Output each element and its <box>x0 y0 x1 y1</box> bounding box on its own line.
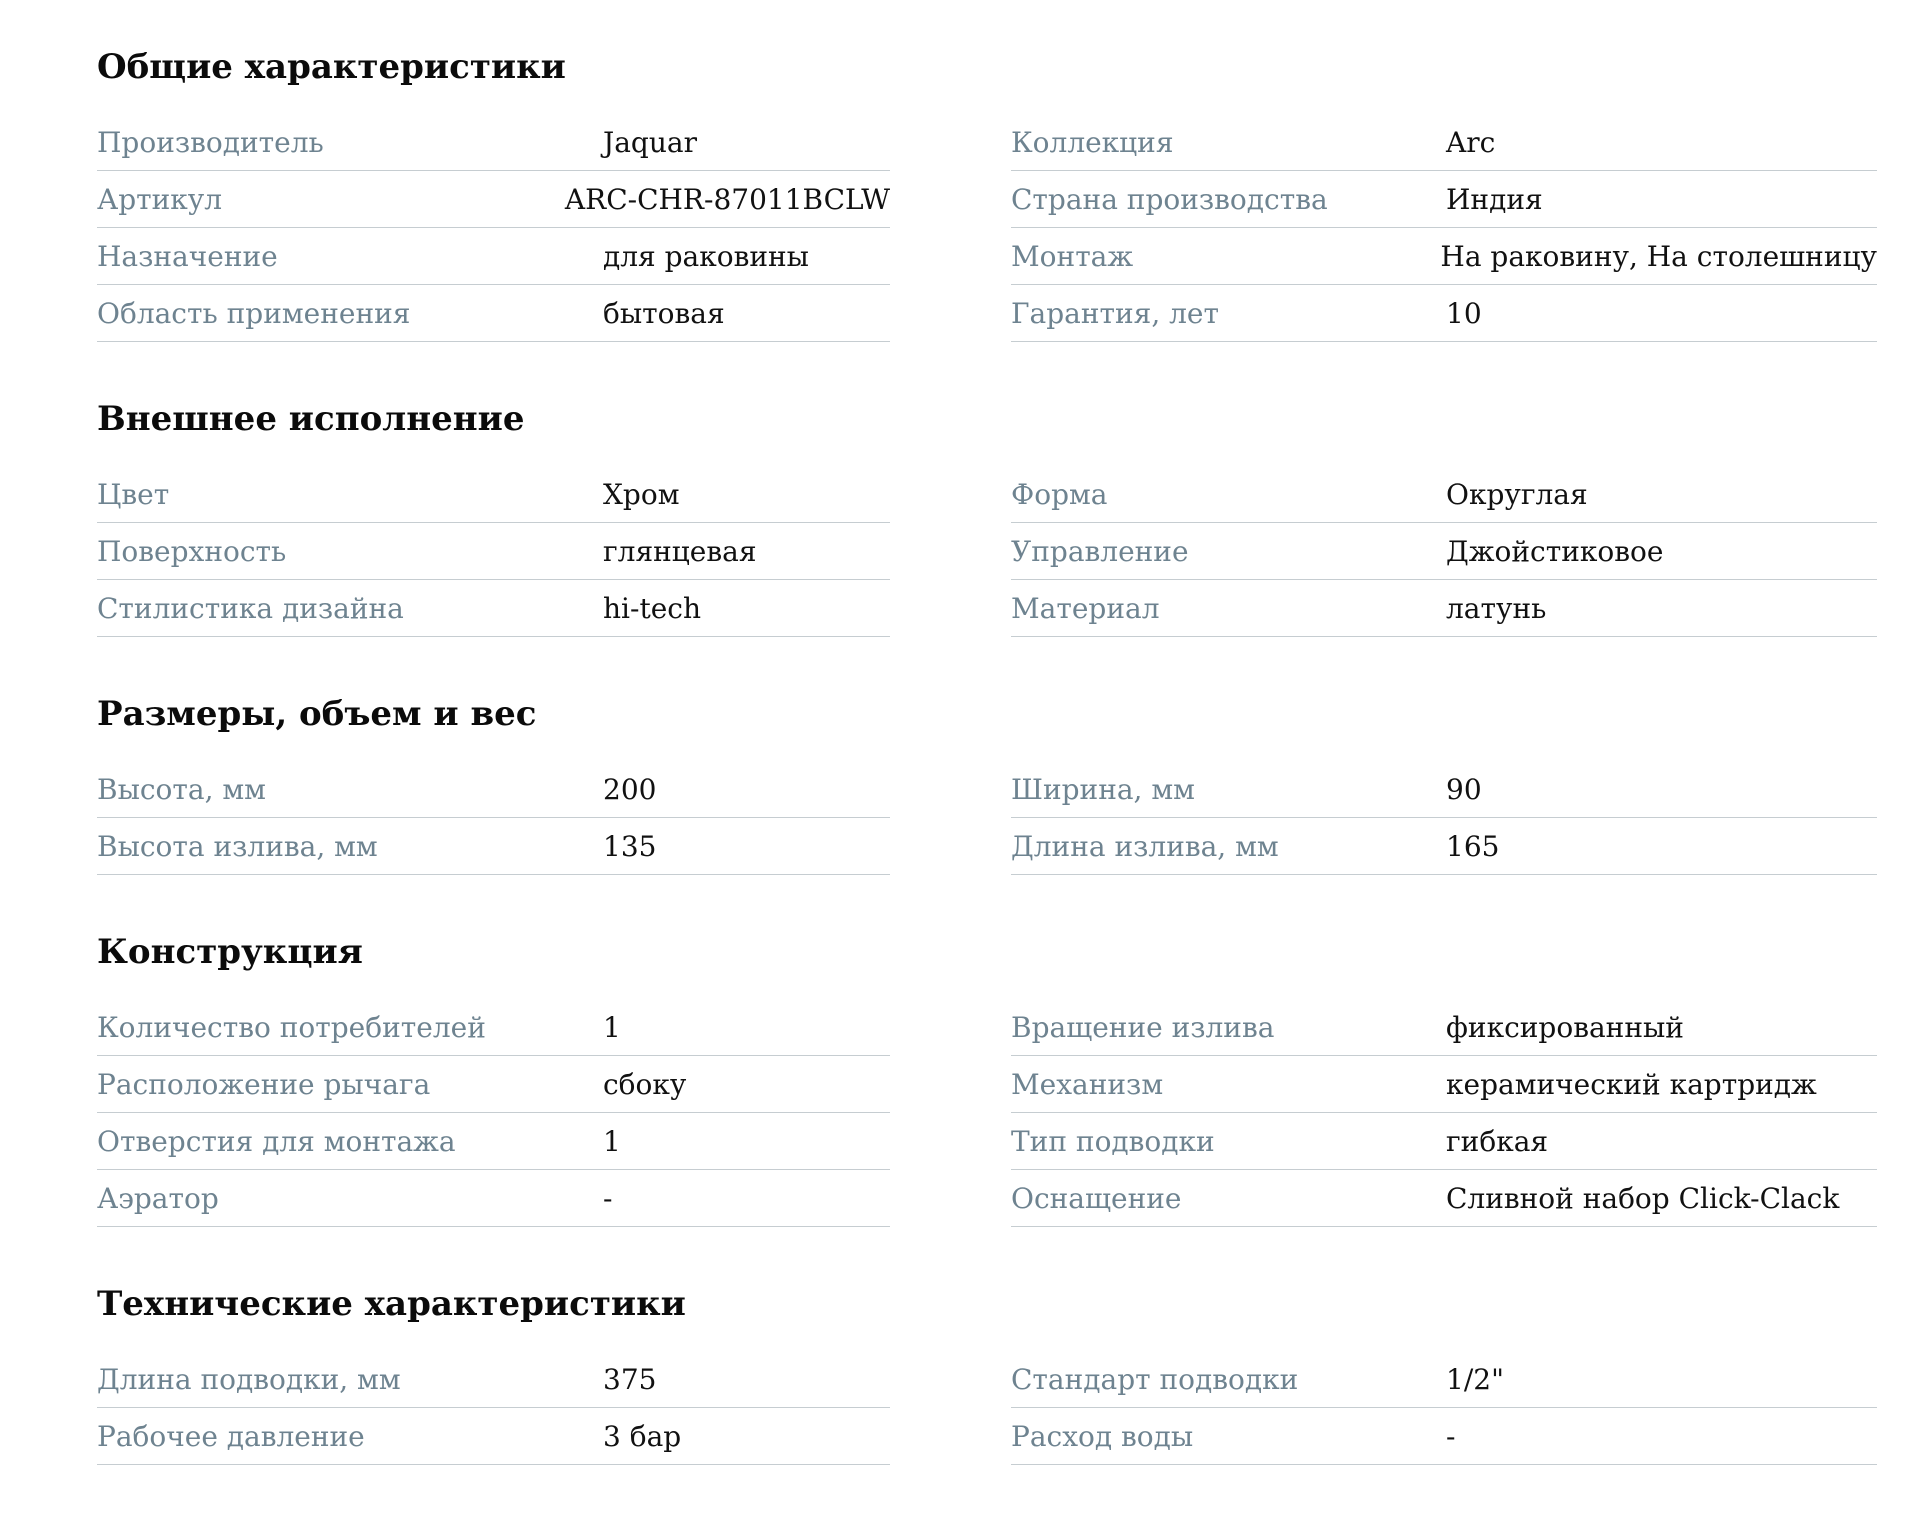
spec-value: глянцевая <box>603 534 757 568</box>
section-technical <box>97 1279 1863 1465</box>
spec-row <box>97 285 890 342</box>
spec-row <box>1011 999 1877 1056</box>
spec-label: Оснащение <box>1011 1181 1182 1215</box>
spec-row <box>97 818 890 875</box>
spec-row <box>97 114 890 171</box>
spec-row <box>97 1408 890 1465</box>
spec-row <box>1011 228 1877 285</box>
spec-label: Вращение излива <box>1011 1010 1275 1044</box>
spec-label: Коллекция <box>1011 125 1174 159</box>
spec-row <box>1011 285 1877 342</box>
spec-value: гибкая <box>1446 1124 1549 1158</box>
spec-label: Аэратор <box>97 1181 219 1215</box>
spec-value: На раковину, На столешницу <box>1440 239 1877 273</box>
spec-value: сбоку <box>603 1067 687 1101</box>
spec-row <box>97 1170 890 1227</box>
spec-row <box>97 1113 890 1170</box>
spec-row <box>97 523 890 580</box>
spec-row <box>97 1351 890 1408</box>
spec-row <box>1011 114 1877 171</box>
spec-value: 10 <box>1446 296 1482 330</box>
spec-label: Количество потребителей <box>97 1010 486 1044</box>
spec-label: Отверстия для монтажа <box>97 1124 456 1158</box>
spec-value: бытовая <box>603 296 725 330</box>
spec-value: Сливной набор Click-Clack <box>1446 1181 1840 1215</box>
spec-value: ARC-CHR-87011BCLW <box>564 182 890 216</box>
section-appearance <box>97 394 1863 637</box>
spec-label: Артикул <box>97 182 223 216</box>
spec-row <box>1011 818 1877 875</box>
spec-value: Индия <box>1446 182 1543 216</box>
spec-label: Расположение рычага <box>97 1067 431 1101</box>
spec-value: hi-tech <box>603 591 701 625</box>
spec-value: 1/2" <box>1446 1362 1504 1396</box>
spec-label: Цвет <box>97 477 170 511</box>
section-title: Общие характеристики <box>97 47 566 87</box>
spec-row <box>97 171 890 228</box>
spec-label: Высота, мм <box>97 772 266 806</box>
spec-label: Стандарт подводки <box>1011 1362 1299 1396</box>
spec-value: 1 <box>603 1010 621 1044</box>
spec-row <box>97 466 890 523</box>
spec-label: Тип подводки <box>1011 1124 1215 1158</box>
spec-value: фиксированный <box>1446 1010 1684 1044</box>
spec-value: 135 <box>603 829 657 863</box>
spec-value: 1 <box>603 1124 621 1158</box>
spec-label: Материал <box>1011 591 1160 625</box>
section-construction <box>97 927 1863 1227</box>
spec-value: 90 <box>1446 772 1482 806</box>
section-dimensions <box>97 689 1863 875</box>
spec-label: Высота излива, мм <box>97 829 378 863</box>
spec-label: Длина подводки, мм <box>97 1362 401 1396</box>
section-title: Внешнее исполнение <box>97 399 525 439</box>
section-title: Конструкция <box>97 932 363 972</box>
spec-value: - <box>603 1181 613 1215</box>
spec-value: Arc <box>1446 125 1496 159</box>
spec-row <box>97 228 890 285</box>
spec-row <box>1011 171 1877 228</box>
spec-value: Джойстиковое <box>1446 534 1664 568</box>
spec-label: Механизм <box>1011 1067 1164 1101</box>
section-title: Размеры, объем и вес <box>97 694 537 734</box>
spec-row <box>97 761 890 818</box>
spec-value: Хром <box>603 477 680 511</box>
spec-value: 165 <box>1446 829 1500 863</box>
spec-row <box>1011 1351 1877 1408</box>
spec-value: латунь <box>1446 591 1547 625</box>
spec-value: 375 <box>603 1362 657 1396</box>
spec-value: Jaquar <box>603 125 697 159</box>
spec-label: Страна производства <box>1011 182 1328 216</box>
spec-label: Производитель <box>97 125 324 159</box>
spec-row <box>97 1056 890 1113</box>
spec-value: 200 <box>603 772 657 806</box>
spec-label: Назначение <box>97 239 278 273</box>
spec-label: Область применения <box>97 296 411 330</box>
spec-label: Управление <box>1011 534 1189 568</box>
section-title: Технические характеристики <box>97 1284 686 1324</box>
spec-value: 3 бар <box>603 1419 682 1453</box>
spec-label: Форма <box>1011 477 1108 511</box>
spec-row <box>1011 1056 1877 1113</box>
spec-value: Округлая <box>1446 477 1588 511</box>
spec-label: Монтаж <box>1011 239 1134 273</box>
spec-row <box>1011 1408 1877 1465</box>
spec-value: керамический картридж <box>1446 1067 1817 1101</box>
spec-row <box>1011 523 1877 580</box>
spec-row <box>1011 1170 1877 1227</box>
spec-row <box>1011 761 1877 818</box>
spec-row <box>97 580 890 637</box>
spec-row <box>1011 580 1877 637</box>
spec-value: - <box>1446 1419 1456 1453</box>
spec-label: Гарантия, лет <box>1011 296 1219 330</box>
spec-row <box>97 999 890 1056</box>
spec-label: Стилистика дизайна <box>97 591 404 625</box>
spec-row <box>1011 466 1877 523</box>
spec-value: для раковины <box>603 239 809 273</box>
spec-label: Длина излива, мм <box>1011 829 1279 863</box>
spec-label: Расход воды <box>1011 1419 1194 1453</box>
spec-row <box>1011 1113 1877 1170</box>
section-general <box>97 42 1877 342</box>
spec-label: Поверхность <box>97 534 287 568</box>
spec-label: Рабочее давление <box>97 1419 365 1453</box>
spec-label: Ширина, мм <box>1011 772 1195 806</box>
